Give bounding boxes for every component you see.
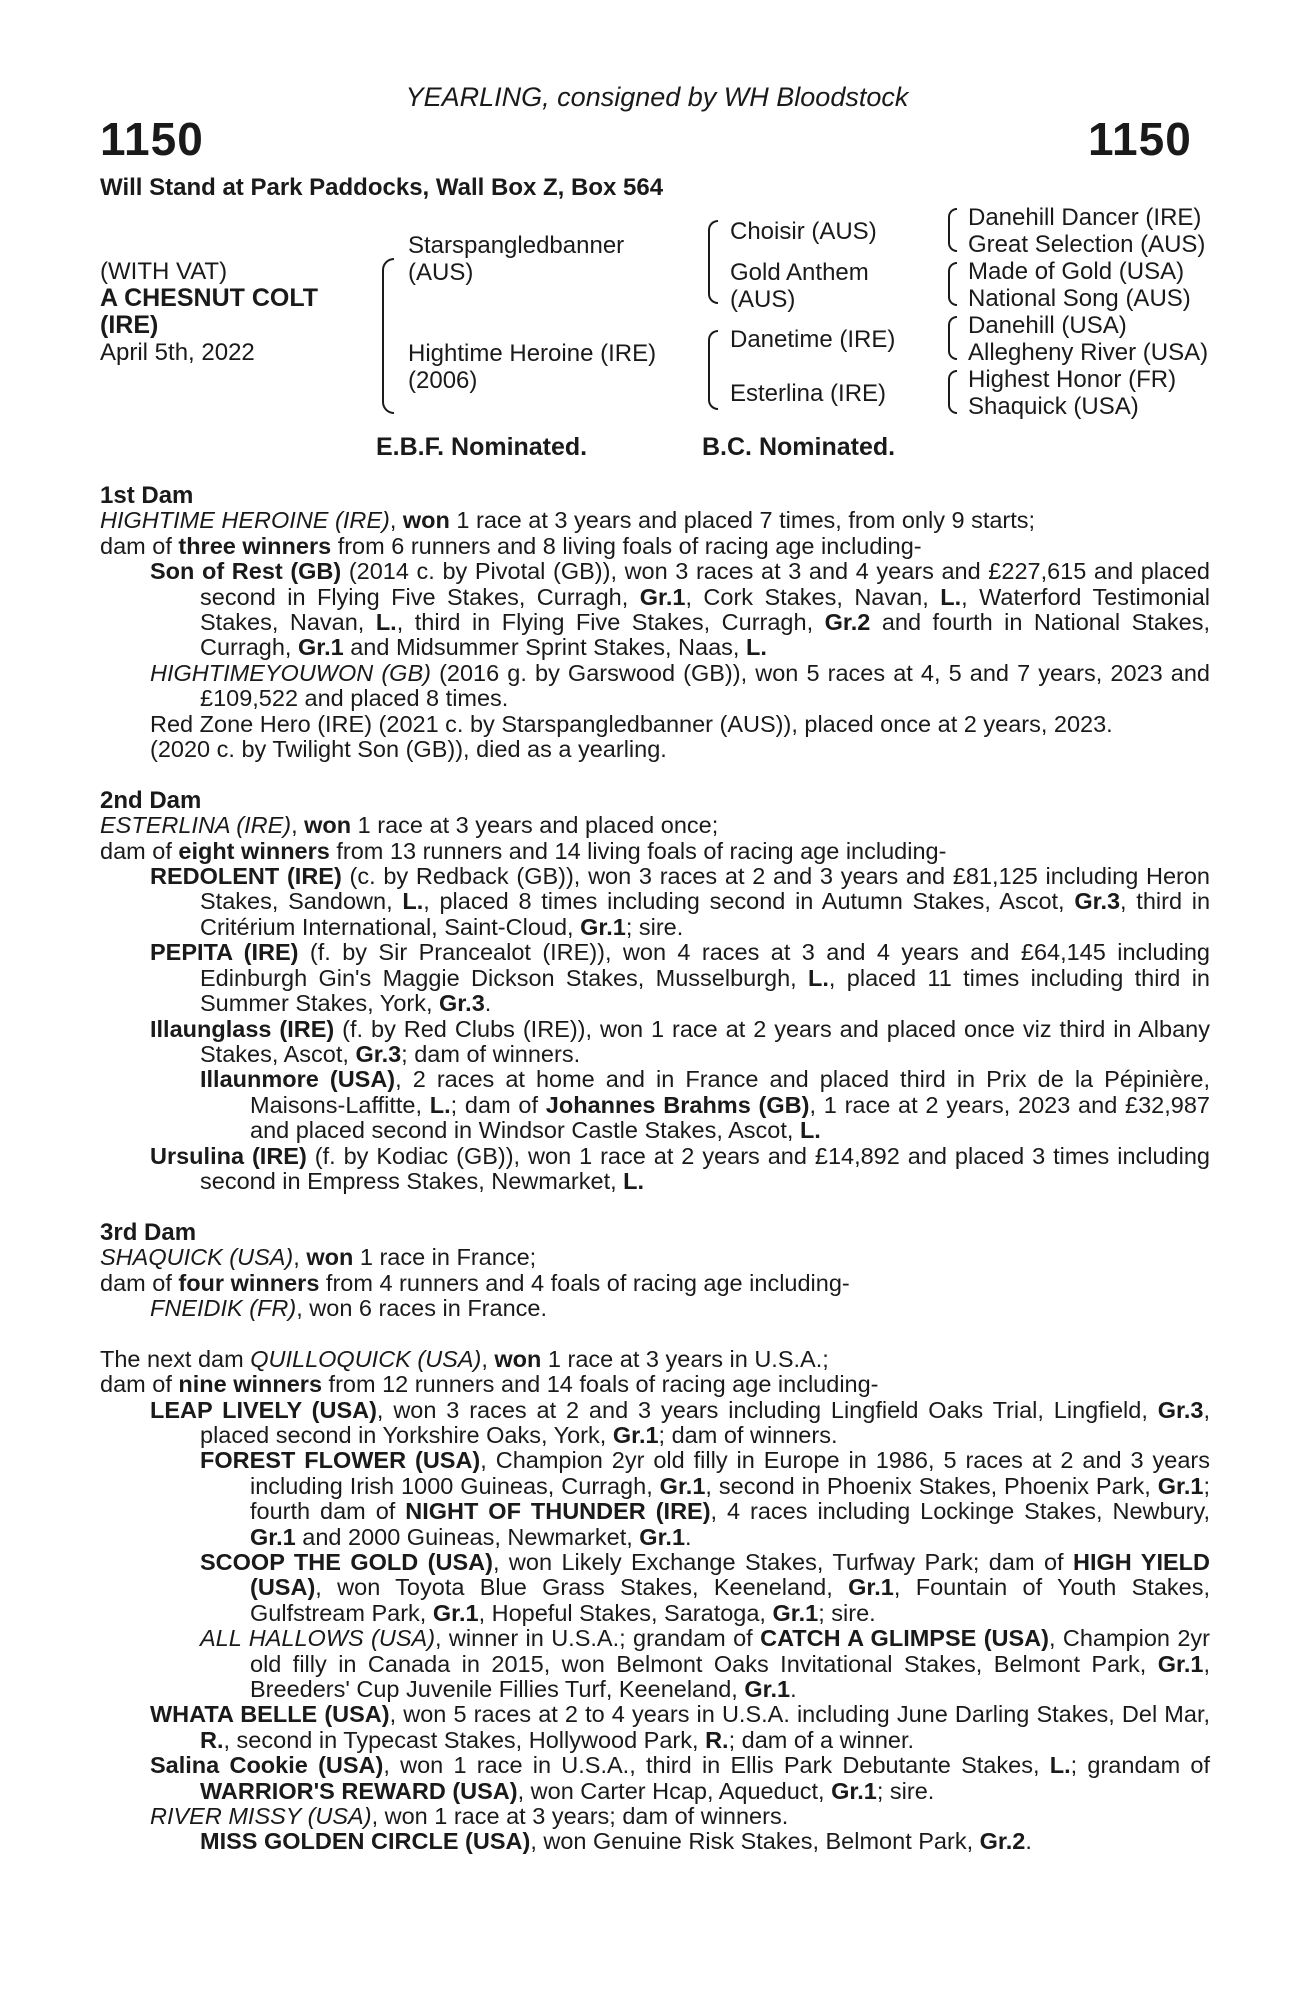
text-run: Gr.3 <box>439 990 485 1017</box>
text-run: eight winners <box>178 837 330 864</box>
text-run: 1 race at 3 years and placed once; <box>351 812 719 839</box>
pedigree-brace-ggp1 <box>948 208 957 252</box>
text-run: won <box>304 812 352 839</box>
text-run: Gr.1 <box>744 1676 791 1703</box>
text-run: ; grandam of <box>1070 1752 1211 1779</box>
text-run: NIGHT OF THUNDER (IRE) <box>405 1498 711 1525</box>
text-run: L. <box>623 1167 645 1194</box>
text-run: Gr.3 <box>1074 888 1121 915</box>
first-dam-heading: 1st Dam <box>100 482 194 509</box>
text-run: ; sire. <box>625 913 684 940</box>
text-run: Gr.1 <box>831 1777 877 1804</box>
first-dam-produce-line <box>100 534 1210 559</box>
pedigree-brace-ggp3 <box>948 316 957 360</box>
text-run: Gr.1 <box>432 1599 479 1626</box>
text-run: ALL HALLOWS (USA) <box>200 1625 436 1652</box>
foaling-date: April 5th, 2022 <box>100 339 255 366</box>
text-run: , <box>293 1244 307 1271</box>
text-run: Gr.2 <box>824 609 871 636</box>
produce-redolent <box>100 864 1210 940</box>
text-run: ; dam of winners. <box>401 1040 581 1067</box>
produce-scoop-the-gold <box>100 1550 1210 1626</box>
text-run: dam of <box>100 1269 179 1296</box>
text-run: ; sire. <box>876 1777 935 1804</box>
produce-red-zone-hero <box>100 712 1210 737</box>
text-run: FOREST FLOWER (USA) <box>200 1447 481 1474</box>
text-run: , winner in U.S.A.; grandam of <box>435 1625 761 1652</box>
text-run: , <box>291 812 305 839</box>
text-run: Gr.1 <box>772 1599 819 1626</box>
text-run: dam of <box>100 837 179 864</box>
text-run: L. <box>745 634 767 661</box>
text-run: ; fourth dam of <box>250 1472 1210 1525</box>
text-run: Salina Cookie (USA) <box>150 1752 384 1779</box>
consignment-line: YEARLING, consigned by WH Bloodstock <box>405 82 909 112</box>
pedigree-brace-sire <box>708 220 718 304</box>
text-run: (2014 c. by Pivotal (GB)), won 3 races at 3 and 4 years and £227,615 and placed second in Flying Five Stakes, Curragh, <box>200 558 1210 610</box>
text-run: , won Likely Exchange Stakes, Turfway Park; dam of <box>492 1549 1074 1576</box>
text-run: ; dam of winners. <box>658 1421 838 1448</box>
text-run: L. <box>808 964 829 991</box>
text-run: , won 6 races in France. <box>296 1294 547 1321</box>
dam-line1: Hightime Heroine (IRE) <box>408 340 657 367</box>
text-run: Johannes Brahms (GB) <box>545 1091 810 1118</box>
second-dam-heading: 2nd Dam <box>100 786 202 814</box>
bc-nomination: B.C. Nominated. <box>702 433 896 461</box>
text-run: Illaunglass (IRE) <box>150 1015 335 1042</box>
text-run: won <box>402 507 450 534</box>
text-run: , second in Phoenix Stakes, Phoenix Park, <box>705 1472 1158 1499</box>
text-run: , Hopeful Stakes, Saratoga, <box>478 1599 773 1626</box>
text-run: REDOLENT (IRE) <box>150 863 342 890</box>
text-run: , Fountain of Youth Stakes, Gulfstream Park, <box>250 1574 1210 1626</box>
dam-line2: (2006) <box>408 367 478 394</box>
text-run: QUILLOQUICK (USA) <box>250 1345 482 1372</box>
text-run: Gr.1 <box>1157 1472 1204 1499</box>
ggp-7: Highest Honor (FR) <box>968 366 1177 393</box>
third-dam-produce-line <box>100 1271 1210 1296</box>
text-run: and 2000 Guineas, Newmarket, <box>295 1523 640 1550</box>
text-run: Gr.1 <box>639 1523 686 1550</box>
text-run: L. <box>1049 1752 1071 1779</box>
text-run: (f. by Kodiac (GB)), won 1 race at 2 years and £14,892 and placed 3 times including second in Empress Stakes, Newmarket, <box>200 1142 1210 1194</box>
produce-pepita <box>100 940 1210 1016</box>
text-run: (2020 c. by Twilight Son (GB)), died as a yearling. <box>150 736 667 763</box>
text-run: Gr.1 <box>1157 1650 1204 1677</box>
text-run: (f. by Sir Prancealot (IRE)), won 4 races at 3 and 4 years and £64,145 including Edinburgh Gin's Maggie Dickson Stakes, Musselburgh, <box>200 939 1210 991</box>
text-run: , 2 races at home and in France and placed third in Prix de la Pépinière, Maisons-Laffitte, <box>250 1066 1210 1118</box>
text-run: WHATA BELLE (USA) <box>150 1701 390 1728</box>
vat-label: (WITH VAT) <box>100 258 228 285</box>
text-run: dam of <box>100 1371 179 1398</box>
ggp-6: Allegheny River (USA) <box>968 339 1209 366</box>
text-run: won <box>494 1345 542 1372</box>
dam <box>408 340 656 394</box>
pedigree-brace-ggp2 <box>948 262 957 306</box>
text-run: (2016 g. by Garswood (GB)), won 5 races at 4, 5 and 7 years, 2023 and £109,522 and placed 8 times. <box>200 659 1210 712</box>
pedigree-brace-ggp4 <box>948 370 957 414</box>
text-run: , <box>389 507 403 534</box>
produce-salina-cookie <box>100 1753 1210 1804</box>
text-run: L. <box>375 609 397 636</box>
text-run: from 13 runners and 14 living foals of racing age including- <box>329 837 947 864</box>
text-run: SHAQUICK (USA) <box>100 1244 294 1271</box>
spacer <box>100 1321 1210 1346</box>
sire-dam-line2: (AUS) <box>730 286 796 313</box>
ggp-1: Danehill Dancer (IRE) <box>968 204 1202 231</box>
ggp-3: Made of Gold (USA) <box>968 258 1185 285</box>
text-run: RIVER MISSY (USA) <box>150 1803 372 1830</box>
text-run: (f. by Red Clubs (IRE)), won 1 race at 2 years and placed once viz third in Albany Stakes, Ascot, <box>200 1015 1210 1067</box>
text-run: , third in Critérium International, Saint-Cloud, <box>200 888 1211 940</box>
text-run: R. <box>200 1726 224 1753</box>
text-run: The next dam <box>100 1345 251 1372</box>
sire-dam <box>730 259 869 313</box>
great-grandparents <box>968 204 1208 420</box>
text-run: Gr.2 <box>979 1828 1026 1855</box>
text-run: L. <box>429 1091 451 1118</box>
second-dam-line <box>100 813 1210 838</box>
text-run: ESTERLINA (IRE) <box>100 812 292 839</box>
produce-miss-golden-circle <box>100 1829 1210 1854</box>
text-run: from 6 runners and 8 living foals of racing age including- <box>331 532 922 559</box>
pedigree-brace-main <box>382 258 394 414</box>
subject-horse <box>100 258 370 366</box>
ggp-5: Danehill (USA) <box>968 312 1127 339</box>
text-run: ; sire. <box>818 1599 876 1626</box>
text-run: 1 race at 3 years and placed 7 times, from only 9 starts; <box>449 507 1036 534</box>
text-run: from 12 runners and 14 foals of racing age including- <box>322 1371 879 1398</box>
produce-illaunmore <box>100 1067 1210 1143</box>
text-run: L. <box>799 1117 821 1144</box>
ggp-8: Shaquick (USA) <box>968 393 1139 420</box>
sire <box>408 232 624 286</box>
text-run: dam of <box>100 532 179 559</box>
lot-number-right: 1150 <box>1088 113 1192 165</box>
produce-fneidik <box>100 1296 1210 1321</box>
text-run: , placed 11 times including third in Summer Stakes, York, <box>200 964 1210 1017</box>
ggp-4: National Song (AUS) <box>968 285 1191 312</box>
produce-hightimeyouwon <box>100 661 1210 712</box>
first-dam-line <box>100 508 1210 533</box>
text-run: HIGH YIELD (USA) <box>250 1549 1211 1601</box>
produce-record <box>100 483 1210 1855</box>
produce-all-hallows <box>100 1626 1210 1702</box>
text-run: , Champion 2yr old filly in Europe in 1986, 5 races at 2 and 3 years including Irish 1000 Guineas, Curragh, <box>250 1447 1210 1499</box>
sire-dam-line1: Gold Anthem <box>730 259 869 286</box>
sire-line2: (AUS) <box>408 259 474 286</box>
produce-2020-colt <box>100 737 1210 762</box>
produce-ursulina <box>100 1144 1210 1195</box>
ggp-2: Great Selection (AUS) <box>968 231 1206 258</box>
text-run: CATCH A GLIMPSE (USA) <box>760 1625 1049 1652</box>
text-run: Gr.3 <box>355 1040 402 1067</box>
text-run: , won 1 race in U.S.A., third in Ellis Park Debutante Stakes, <box>383 1752 1050 1779</box>
text-run: L. <box>402 888 424 915</box>
text-run: , Waterford Testimonial Stakes, Navan, <box>200 583 1210 636</box>
third-dam-line <box>100 1245 1210 1270</box>
text-run: Gr.1 <box>297 634 344 661</box>
text-run: , placed 8 times including second in Autumn Stakes, Ascot, <box>423 888 1075 915</box>
text-run: and Midsummer Sprint Stakes, Naas, <box>343 634 746 661</box>
sire-line1: Starspangledbanner <box>408 232 625 259</box>
text-run: won <box>306 1244 354 1271</box>
spacer <box>100 762 1210 787</box>
text-run: Gr.1 <box>580 913 626 940</box>
text-run: , third in Flying Five Stakes, Curragh, <box>396 609 825 636</box>
produce-leap-lively <box>100 1398 1210 1449</box>
text-run: , 4 races including Lockinge Stakes, Newbury, <box>710 1498 1210 1525</box>
text-run: three winners <box>178 532 332 559</box>
text-run: Illaunmore (USA) <box>200 1066 396 1093</box>
text-run: L. <box>940 583 962 610</box>
text-run: ; dam of a winner. <box>728 1726 915 1753</box>
next-dam-line <box>100 1347 1210 1372</box>
text-run: , won 1 race at 3 years; dam of winners. <box>371 1803 789 1830</box>
text-run: MISS GOLDEN CIRCLE (USA) <box>200 1828 531 1855</box>
text-run: R. <box>705 1726 729 1753</box>
second-dam-produce-line <box>100 839 1210 864</box>
text-run: , won Carter Hcap, Aqueduct, <box>517 1777 832 1804</box>
text-run: 1 race at 3 years in U.S.A.; <box>541 1345 829 1372</box>
text-run: Gr.3 <box>1157 1396 1204 1423</box>
produce-illaunglass <box>100 1017 1210 1068</box>
text-run: Gr.1 <box>250 1523 296 1550</box>
dam-dam: Esterlina (IRE) <box>730 380 887 407</box>
ebf-nomination: E.B.F. Nominated. <box>376 433 588 461</box>
text-run: from 4 runners and 4 foals of racing age including- <box>319 1269 850 1296</box>
text-run: nine winners <box>178 1371 323 1398</box>
text-run: FNEIDIK (FR) <box>150 1294 297 1321</box>
text-run: (c. by Redback (GB)), won 3 races at 2 and 3 years and £81,125 including Heron Stakes, Sandown, <box>200 863 1211 915</box>
text-run: 1 race in France; <box>353 1244 537 1271</box>
text-run: , won 5 races at 2 to 4 years in U.S.A. including June Darling Stakes, Del Mar, <box>389 1701 1210 1728</box>
text-run: SCOOP THE GOLD (USA) <box>200 1549 493 1576</box>
text-run: Son of Rest (GB) <box>150 558 342 585</box>
text-run: ; dam of <box>450 1091 546 1118</box>
text-run: HIGHTIME HEROINE (IRE) <box>100 507 390 534</box>
produce-whata-belle <box>100 1702 1210 1753</box>
produce-forest-flower <box>100 1448 1210 1550</box>
text-run: . <box>484 990 492 1017</box>
text-run: WARRIOR'S REWARD (USA) <box>200 1777 518 1804</box>
text-run: four winners <box>178 1269 320 1296</box>
text-run: Gr.1 <box>612 1421 659 1448</box>
text-run: , won Genuine Risk Stakes, Belmont Park, <box>530 1828 980 1855</box>
text-run: , second in Typecast Stakes, Hollywood Park, <box>223 1726 706 1753</box>
text-run: , Breeders' Cup Juvenile Fillies Turf, Keeneland, <box>250 1650 1210 1703</box>
stand-location: Will Stand at Park Paddocks, Wall Box Z, Box 564 <box>100 174 664 201</box>
text-run: . <box>790 1676 797 1703</box>
text-run: , Cork Stakes, Navan, <box>685 583 941 610</box>
pedigree-brace-dam <box>708 330 718 410</box>
sire-sire: Choisir (AUS) <box>730 218 877 245</box>
spacer <box>100 1194 1210 1219</box>
third-dam-heading: 3rd Dam <box>100 1218 197 1246</box>
text-run: Gr.1 <box>659 1472 706 1499</box>
text-run: . <box>1025 1828 1032 1855</box>
text-run: PEPITA (IRE) <box>150 939 299 966</box>
dam-sire: Danetime (IRE) <box>730 326 896 353</box>
text-run: , won 3 races at 2 and 3 years including Lingfield Oaks Trial, Lingfield, <box>376 1396 1158 1423</box>
produce-river-missy <box>100 1804 1210 1829</box>
text-run: , won Toyota Blue Grass Stakes, Keeneland, <box>315 1574 849 1601</box>
horse-name-line1: A CHESNUT COLT <box>100 284 319 312</box>
text-run: , <box>481 1345 495 1372</box>
text-run: LEAP LIVELY (USA) <box>150 1396 377 1423</box>
text-run: Gr.1 <box>639 583 686 610</box>
produce-son-of-rest <box>100 559 1210 661</box>
lot-number-left: 1150 <box>100 113 204 165</box>
text-run: Gr.1 <box>848 1574 894 1601</box>
text-run: Ursulina (IRE) <box>150 1142 307 1169</box>
text-run: , 1 race at 2 years, 2023 and £32,987 and placed second in Windsor Castle Stakes, Ascot, <box>250 1091 1210 1144</box>
next-dam-produce-line <box>100 1372 1210 1397</box>
text-run: . <box>685 1523 692 1550</box>
text-run: and fourth in National Stakes, Curragh, <box>200 609 1210 661</box>
horse-name-line2: (IRE) <box>100 311 159 339</box>
text-run: HIGHTIMEYOUWON (GB) <box>150 659 431 686</box>
text-run: , placed second in Yorkshire Oaks, York, <box>200 1396 1210 1448</box>
text-run: Red Zone Hero (IRE) (2021 c. by Starspangledbanner (AUS)), placed once at 2 years, 2023. <box>150 710 1113 737</box>
text-run: , Champion 2yr old filly in Canada in 2015, won Belmont Oaks Invitational Stakes, Belmont Park, <box>250 1625 1210 1677</box>
